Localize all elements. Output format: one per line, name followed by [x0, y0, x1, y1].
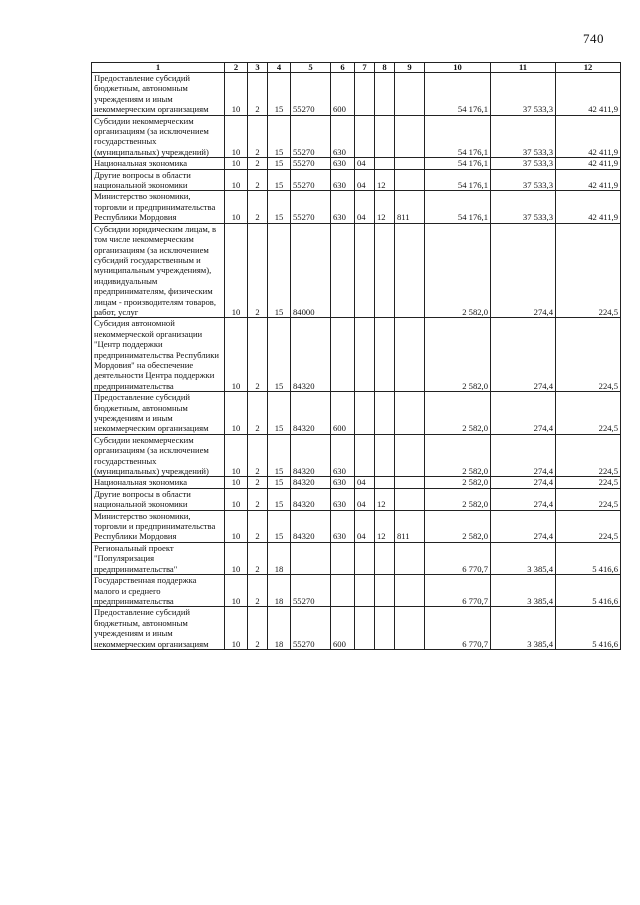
- row-cell-col9: [395, 223, 425, 318]
- row-cell-col7: 04: [355, 191, 375, 223]
- row-cell-col11: 274,4: [491, 223, 556, 318]
- row-cell-col9: 811: [395, 191, 425, 223]
- row-cell-col6: 600: [331, 607, 355, 650]
- row-cell-col5: 84320: [291, 510, 331, 542]
- row-cell-col8: 12: [375, 191, 395, 223]
- page-number: 740: [583, 31, 604, 46]
- row-cell-col12: 224,5: [556, 488, 621, 510]
- row-cell-col12: 42 411,9: [556, 191, 621, 223]
- row-cell-col10: 2 582,0: [425, 510, 491, 542]
- header-row: [92, 63, 621, 73]
- row-cell-col9: [395, 392, 425, 435]
- table-body: [92, 73, 621, 650]
- row-cell-col12: 5 416,6: [556, 607, 621, 650]
- row-cell-col7: [355, 575, 375, 607]
- row-cell-col4: 15: [268, 115, 291, 158]
- row-cell-col3: 2: [248, 73, 268, 116]
- row-cell-col7: [355, 318, 375, 392]
- row-cell-col2: 10: [225, 169, 248, 191]
- column-header: 3: [248, 63, 268, 73]
- row-cell-col9: 811: [395, 510, 425, 542]
- row-cell-col12: 224,5: [556, 477, 621, 488]
- column-header: 7: [355, 63, 375, 73]
- row-cell-col2: 10: [225, 488, 248, 510]
- row-cell-col11: 3 385,4: [491, 542, 556, 574]
- row-cell-col9: [395, 607, 425, 650]
- row-cell-col9: [395, 318, 425, 392]
- column-header: 10: [425, 63, 491, 73]
- row-cell-col10: 2 582,0: [425, 434, 491, 477]
- row-cell-col5: 84320: [291, 318, 331, 392]
- row-cell-col12: 224,5: [556, 434, 621, 477]
- row-cell-col8: 12: [375, 510, 395, 542]
- row-cell-col10: 54 176,1: [425, 191, 491, 223]
- row-cell-col7: 04: [355, 510, 375, 542]
- row-cell-col10: 6 770,7: [425, 542, 491, 574]
- row-cell-col7: 04: [355, 158, 375, 169]
- row-cell-col10: 6 770,7: [425, 575, 491, 607]
- row-cell-col9: [395, 434, 425, 477]
- row-cell-col5: 55270: [291, 158, 331, 169]
- row-cell-col11: 3 385,4: [491, 607, 556, 650]
- row-cell-col11: 274,4: [491, 477, 556, 488]
- row-cell-col6: [331, 542, 355, 574]
- row-cell-col10: 2 582,0: [425, 477, 491, 488]
- row-cell-col10: 2 582,0: [425, 223, 491, 318]
- row-cell-col2: 10: [225, 158, 248, 169]
- row-cell-col6: 630: [331, 169, 355, 191]
- row-cell-col6: 630: [331, 488, 355, 510]
- row-cell-col3: 2: [248, 607, 268, 650]
- row-cell-col6: 630: [331, 115, 355, 158]
- row-cell-col10: 54 176,1: [425, 73, 491, 116]
- row-cell-col6: 630: [331, 434, 355, 477]
- row-cell-col12: 42 411,9: [556, 169, 621, 191]
- row-cell-col3: 2: [248, 392, 268, 435]
- row-cell-col11: 274,4: [491, 392, 556, 435]
- row-cell-col9: [395, 169, 425, 191]
- row-cell-col10: 6 770,7: [425, 607, 491, 650]
- row-cell-col8: [375, 73, 395, 116]
- row-name-cell: Предоставление субсидий бюджетным, автономным учреждениям и иным некоммерческим организациям: [92, 607, 225, 650]
- row-name-cell: Предоставление субсидий бюджетным, автономным учреждениям и иным некоммерческим организациям: [92, 73, 225, 116]
- row-cell-col2: 10: [225, 542, 248, 574]
- row-cell-col12: 42 411,9: [556, 158, 621, 169]
- row-cell-col3: 2: [248, 115, 268, 158]
- row-cell-col6: [331, 318, 355, 392]
- budget-table: [91, 62, 621, 650]
- row-cell-col2: 10: [225, 434, 248, 477]
- row-cell-col7: 04: [355, 488, 375, 510]
- row-name-cell: Субсидии юридическим лицам, в том числе некоммерческим организациям (за исключением субсидий государственным и муниципальным учреждениям), индивидуальным предпринимателям, физическим лицам - производителям товаров, работ, услуг: [92, 223, 225, 318]
- row-cell-col3: 2: [248, 575, 268, 607]
- table-row: [92, 575, 621, 607]
- row-cell-col6: [331, 575, 355, 607]
- row-cell-col12: 5 416,6: [556, 542, 621, 574]
- row-cell-col6: [331, 223, 355, 318]
- row-cell-col12: 224,5: [556, 318, 621, 392]
- row-cell-col7: [355, 73, 375, 116]
- row-cell-col2: 10: [225, 318, 248, 392]
- column-header: 11: [491, 63, 556, 73]
- row-cell-col8: [375, 575, 395, 607]
- row-cell-col5: 55270: [291, 169, 331, 191]
- row-cell-col5: 84000: [291, 223, 331, 318]
- row-cell-col10: 2 582,0: [425, 318, 491, 392]
- row-cell-col9: [395, 115, 425, 158]
- row-cell-col9: [395, 158, 425, 169]
- row-cell-col4: 15: [268, 488, 291, 510]
- row-cell-col4: 15: [268, 434, 291, 477]
- row-cell-col8: [375, 115, 395, 158]
- row-cell-col11: 37 533,3: [491, 73, 556, 116]
- row-cell-col4: 15: [268, 73, 291, 116]
- row-name-cell: Национальная экономика: [92, 477, 225, 488]
- column-header: 5: [291, 63, 331, 73]
- row-cell-col6: 600: [331, 73, 355, 116]
- row-cell-col4: 18: [268, 542, 291, 574]
- table-row: [92, 158, 621, 169]
- row-cell-col2: 10: [225, 73, 248, 116]
- row-cell-col4: 15: [268, 510, 291, 542]
- row-cell-col11: 37 533,3: [491, 191, 556, 223]
- table-row: [92, 510, 621, 542]
- row-cell-col4: 15: [268, 223, 291, 318]
- row-cell-col6: 630: [331, 477, 355, 488]
- row-cell-col10: 54 176,1: [425, 158, 491, 169]
- row-cell-col11: 37 533,3: [491, 158, 556, 169]
- table-row: [92, 318, 621, 392]
- row-cell-col11: 274,4: [491, 434, 556, 477]
- row-name-cell: Другие вопросы в области национальной экономики: [92, 169, 225, 191]
- row-cell-col9: [395, 575, 425, 607]
- row-name-cell: Субсидии некоммерческим организациям (за исключением государственных (муниципальных) учреждений): [92, 115, 225, 158]
- table-row: [92, 115, 621, 158]
- row-cell-col2: 10: [225, 607, 248, 650]
- row-cell-col10: 2 582,0: [425, 488, 491, 510]
- table-row: [92, 542, 621, 574]
- row-cell-col3: 2: [248, 191, 268, 223]
- row-name-cell: Другие вопросы в области национальной экономики: [92, 488, 225, 510]
- row-cell-col11: 274,4: [491, 488, 556, 510]
- column-header: 1: [92, 63, 225, 73]
- row-cell-col5: 55270: [291, 607, 331, 650]
- row-cell-col4: 18: [268, 607, 291, 650]
- row-cell-col7: [355, 607, 375, 650]
- row-cell-col7: [355, 434, 375, 477]
- row-cell-col8: [375, 392, 395, 435]
- row-cell-col10: 54 176,1: [425, 115, 491, 158]
- row-cell-col3: 2: [248, 542, 268, 574]
- row-cell-col7: 04: [355, 169, 375, 191]
- table-row: [92, 169, 621, 191]
- row-cell-col12: 224,5: [556, 223, 621, 318]
- row-name-cell: Министерство экономики, торговли и предпринимательства Республики Мордовия: [92, 191, 225, 223]
- row-cell-col4: 18: [268, 575, 291, 607]
- row-cell-col8: [375, 607, 395, 650]
- row-cell-col3: 2: [248, 434, 268, 477]
- row-cell-col3: 2: [248, 510, 268, 542]
- row-cell-col5: 84320: [291, 434, 331, 477]
- row-cell-col7: 04: [355, 477, 375, 488]
- row-cell-col3: 2: [248, 158, 268, 169]
- row-cell-col8: [375, 318, 395, 392]
- row-cell-col8: [375, 542, 395, 574]
- row-cell-col2: 10: [225, 392, 248, 435]
- row-cell-col9: [395, 488, 425, 510]
- row-name-cell: Государственная поддержка малого и среднего предпринимательства: [92, 575, 225, 607]
- row-cell-col12: 42 411,9: [556, 73, 621, 116]
- row-cell-col4: 15: [268, 158, 291, 169]
- row-cell-col4: 15: [268, 477, 291, 488]
- row-cell-col7: [355, 223, 375, 318]
- column-header: 12: [556, 63, 621, 73]
- table-row: [92, 191, 621, 223]
- row-cell-col11: 37 533,3: [491, 169, 556, 191]
- row-cell-col4: 15: [268, 318, 291, 392]
- row-name-cell: Субсидии некоммерческим организациям (за исключением государственных (муниципальных) учреждений): [92, 434, 225, 477]
- row-cell-col8: [375, 223, 395, 318]
- row-cell-col2: 10: [225, 510, 248, 542]
- row-cell-col10: 54 176,1: [425, 169, 491, 191]
- row-cell-col11: 274,4: [491, 318, 556, 392]
- table-row: [92, 477, 621, 488]
- row-cell-col10: 2 582,0: [425, 392, 491, 435]
- row-cell-col8: [375, 158, 395, 169]
- row-cell-col11: 3 385,4: [491, 575, 556, 607]
- row-name-cell: Предоставление субсидий бюджетным, автономным учреждениям и иным некоммерческим организациям: [92, 392, 225, 435]
- row-cell-col6: 600: [331, 392, 355, 435]
- table-row: [92, 607, 621, 650]
- column-header: 9: [395, 63, 425, 73]
- row-cell-col2: 10: [225, 115, 248, 158]
- row-cell-col8: 12: [375, 169, 395, 191]
- row-cell-col6: 630: [331, 191, 355, 223]
- column-header: 2: [225, 63, 248, 73]
- row-name-cell: Министерство экономики, торговли и предпринимательства Республики Мордовия: [92, 510, 225, 542]
- row-cell-col12: 5 416,6: [556, 575, 621, 607]
- row-cell-col5: 55270: [291, 115, 331, 158]
- column-header: 4: [268, 63, 291, 73]
- row-cell-col4: 15: [268, 392, 291, 435]
- row-cell-col11: 274,4: [491, 510, 556, 542]
- row-cell-col5: 84320: [291, 488, 331, 510]
- row-cell-col2: 10: [225, 477, 248, 488]
- row-cell-col5: 55270: [291, 575, 331, 607]
- row-cell-col11: 37 533,3: [491, 115, 556, 158]
- row-cell-col2: 10: [225, 223, 248, 318]
- row-cell-col9: [395, 542, 425, 574]
- row-cell-col8: [375, 477, 395, 488]
- row-cell-col4: 15: [268, 191, 291, 223]
- row-cell-col7: [355, 115, 375, 158]
- row-name-cell: Субсидия автономной некоммерческой организации "Центр поддержки предпринимательства Республики Мордовия" на обеспечение деятельности Центра поддержки предпринимательства: [92, 318, 225, 392]
- row-cell-col9: [395, 477, 425, 488]
- table-row: [92, 73, 621, 116]
- row-cell-col8: [375, 434, 395, 477]
- row-cell-col6: 630: [331, 158, 355, 169]
- table-row: [92, 392, 621, 435]
- row-cell-col2: 10: [225, 575, 248, 607]
- row-cell-col4: 15: [268, 169, 291, 191]
- column-header: 8: [375, 63, 395, 73]
- row-cell-col3: 2: [248, 477, 268, 488]
- row-cell-col3: 2: [248, 318, 268, 392]
- row-cell-col5: 55270: [291, 191, 331, 223]
- row-cell-col3: 2: [248, 169, 268, 191]
- row-cell-col8: 12: [375, 488, 395, 510]
- row-name-cell: Региональный проект "Популяризация предпринимательства": [92, 542, 225, 574]
- row-cell-col9: [395, 73, 425, 116]
- row-cell-col6: 630: [331, 510, 355, 542]
- table-row: [92, 488, 621, 510]
- row-cell-col12: 224,5: [556, 510, 621, 542]
- column-header: 6: [331, 63, 355, 73]
- row-cell-col5: 55270: [291, 73, 331, 116]
- table-row: [92, 434, 621, 477]
- row-cell-col5: 84320: [291, 392, 331, 435]
- row-name-cell: Национальная экономика: [92, 158, 225, 169]
- row-cell-col12: 42 411,9: [556, 115, 621, 158]
- row-cell-col5: 84320: [291, 477, 331, 488]
- table-row: [92, 223, 621, 318]
- row-cell-col12: 224,5: [556, 392, 621, 435]
- row-cell-col2: 10: [225, 191, 248, 223]
- row-cell-col7: [355, 542, 375, 574]
- row-cell-col3: 2: [248, 223, 268, 318]
- row-cell-col7: [355, 392, 375, 435]
- row-cell-col5: [291, 542, 331, 574]
- row-cell-col3: 2: [248, 488, 268, 510]
